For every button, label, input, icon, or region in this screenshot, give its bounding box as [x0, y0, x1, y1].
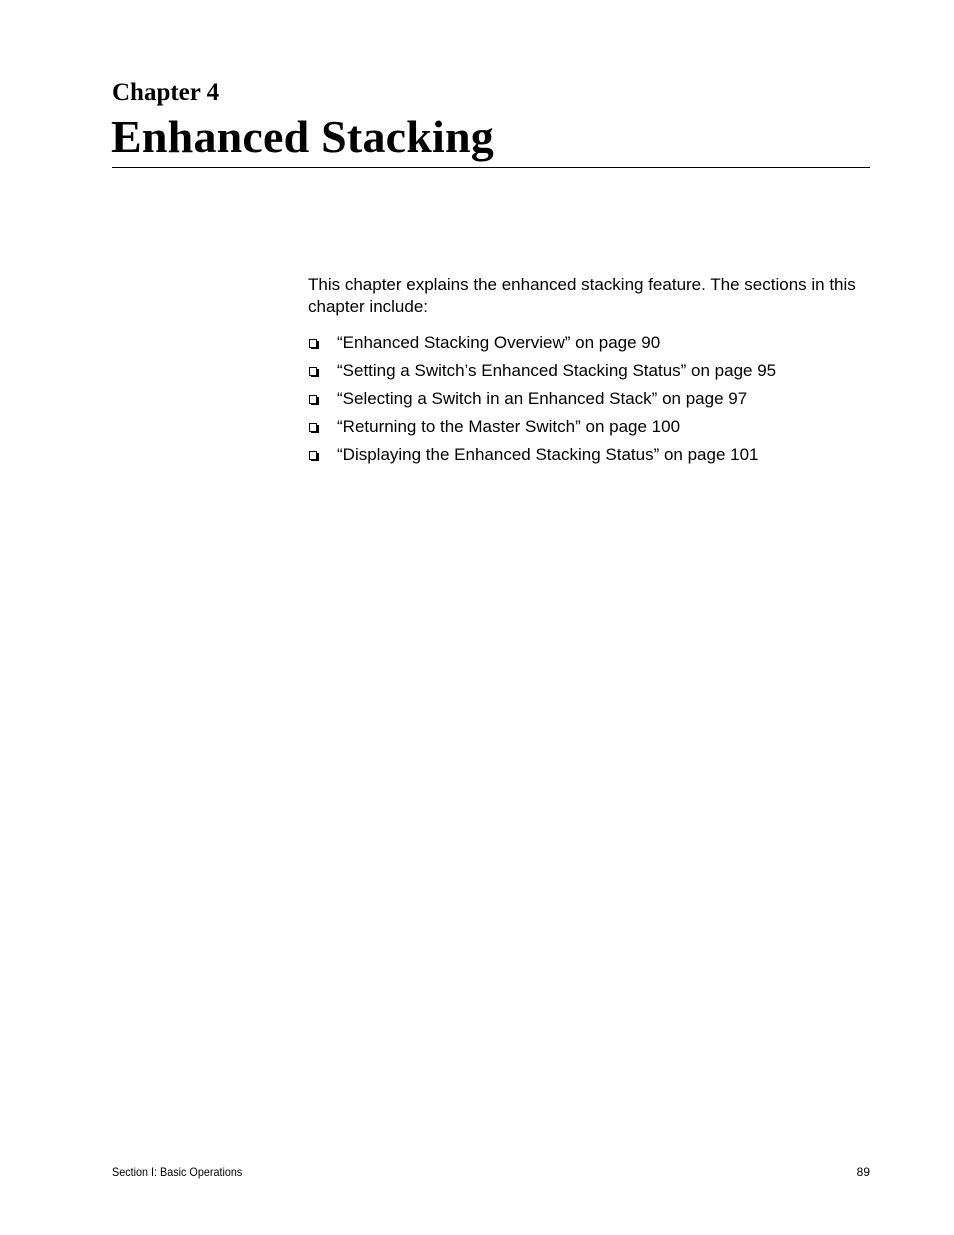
chapter-title: Enhanced Stacking — [111, 111, 495, 162]
section-list — [308, 332, 870, 472]
checkbox-bullet-icon — [309, 339, 317, 348]
title-rule — [112, 167, 870, 168]
section-link-text[interactable]: “Displaying the Enhanced Stacking Status” on page 101 — [337, 445, 759, 464]
section-link-text[interactable]: “Selecting a Switch in an Enhanced Stack” on page 97 — [337, 389, 748, 408]
section-list-item[interactable] — [308, 360, 870, 388]
footer-page-number: 89 — [856, 1165, 870, 1179]
section-link-text[interactable]: “Returning to the Master Switch” on page 100 — [337, 417, 681, 436]
section-link-text[interactable]: “Setting a Switch’s Enhanced Stacking Status” on page 95 — [337, 361, 777, 380]
checkbox-bullet-icon — [309, 451, 317, 460]
section-list-item[interactable] — [308, 416, 870, 444]
section-list-item[interactable] — [308, 388, 870, 416]
chapter-label: Chapter 4 — [112, 79, 220, 106]
checkbox-bullet-icon — [309, 395, 317, 404]
footer-section-name: Section I: Basic Operations — [112, 1165, 243, 1179]
section-list-item[interactable] — [308, 444, 870, 472]
checkbox-bullet-icon — [309, 367, 317, 376]
section-link-text[interactable]: “Enhanced Stacking Overview” on page 90 — [337, 333, 661, 352]
section-list-item[interactable] — [308, 332, 870, 360]
intro-paragraph: This chapter explains the enhanced stacking feature. The sections in this chapter include: — [308, 275, 856, 316]
checkbox-bullet-icon — [309, 423, 317, 432]
